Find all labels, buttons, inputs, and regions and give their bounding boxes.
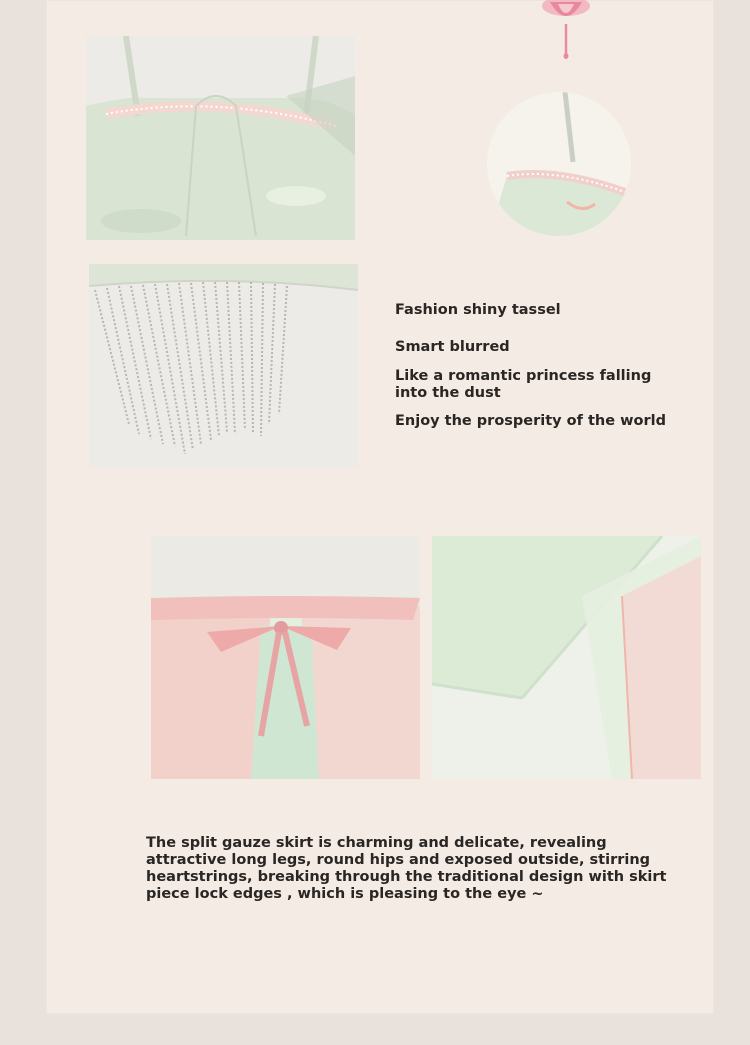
lotus-lantern-ornament [536,0,596,62]
tassel-detail-photo [89,264,358,467]
feature-list [395,302,685,430]
feature-item: Like a romantic princess falling into the dust [395,368,652,401]
skirt-hem-photo [432,536,701,779]
feature-item: Enjoy the prosperity of the world [395,413,666,429]
skirt-description: The split gauze skirt is charming and delicate, revealing attractive long legs, round hips and exposed outside, stirring heartstrings, breaking through the traditional design with skirt piece lock edges , which is pleasing to the eye ~ [146,835,667,902]
skirt-bow-photo [151,536,420,779]
camisole-top-photo [86,36,355,240]
feature-item: Smart blurred [395,339,510,355]
lace-detail-circle-photo [487,92,631,236]
feature-item: Fashion shiny tassel [395,302,561,318]
